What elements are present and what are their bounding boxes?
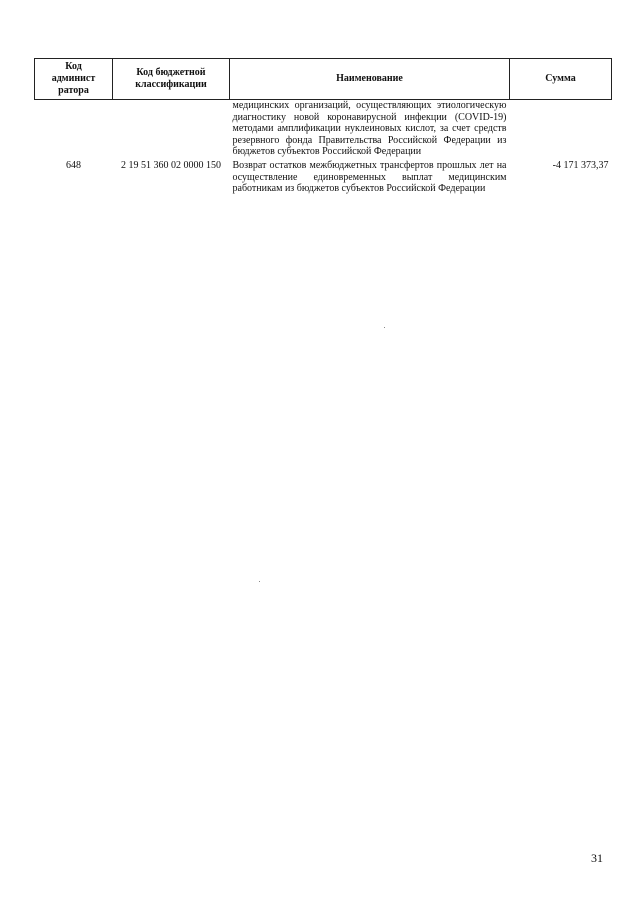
header-admin-line-3: ратора xyxy=(58,85,89,96)
scan-speck xyxy=(259,581,260,582)
cell-admin: 648 xyxy=(66,160,81,171)
cell-code: 2 19 51 360 02 0000 150 xyxy=(121,160,221,171)
header-admin-line-2: админист xyxy=(51,73,96,84)
cell-admin xyxy=(35,100,113,161)
table-row xyxy=(35,100,612,161)
table-row xyxy=(35,160,612,195)
cell-code xyxy=(113,100,230,161)
table-header-row xyxy=(35,59,612,100)
page-number: 31 xyxy=(591,851,603,865)
header-sum: Сумма xyxy=(510,59,612,100)
header-name: Наименование xyxy=(230,59,510,100)
cell-sum xyxy=(510,100,612,161)
header-admin-code xyxy=(35,59,113,100)
cell-name: Возврат остатков межбюджетных трансфертов прошлых лет на осуществление единовременных выплат медицинским работникам из бюджетов субъектов Российской Федерации xyxy=(232,160,507,194)
cell-sum: -4 171 373,37 xyxy=(552,160,609,171)
scan-speck xyxy=(384,327,385,328)
header-bk-line-1: Код бюджетной xyxy=(136,67,206,78)
header-bk-line-2: классификации xyxy=(135,79,207,90)
cell-name: медицинских организаций, осуществляющих этиологическую диагностику новой коронавирусной инфекции (COVID-19) методами амплификации нуклеиновых кислот, за счет средств резервного фонда Правительства Российской Федерации из бюджетов субъектов Российской Федерации xyxy=(232,100,507,157)
header-admin-line-1: Код xyxy=(65,61,82,72)
budget-revenue-table xyxy=(34,58,612,195)
header-budget-code xyxy=(113,59,230,100)
